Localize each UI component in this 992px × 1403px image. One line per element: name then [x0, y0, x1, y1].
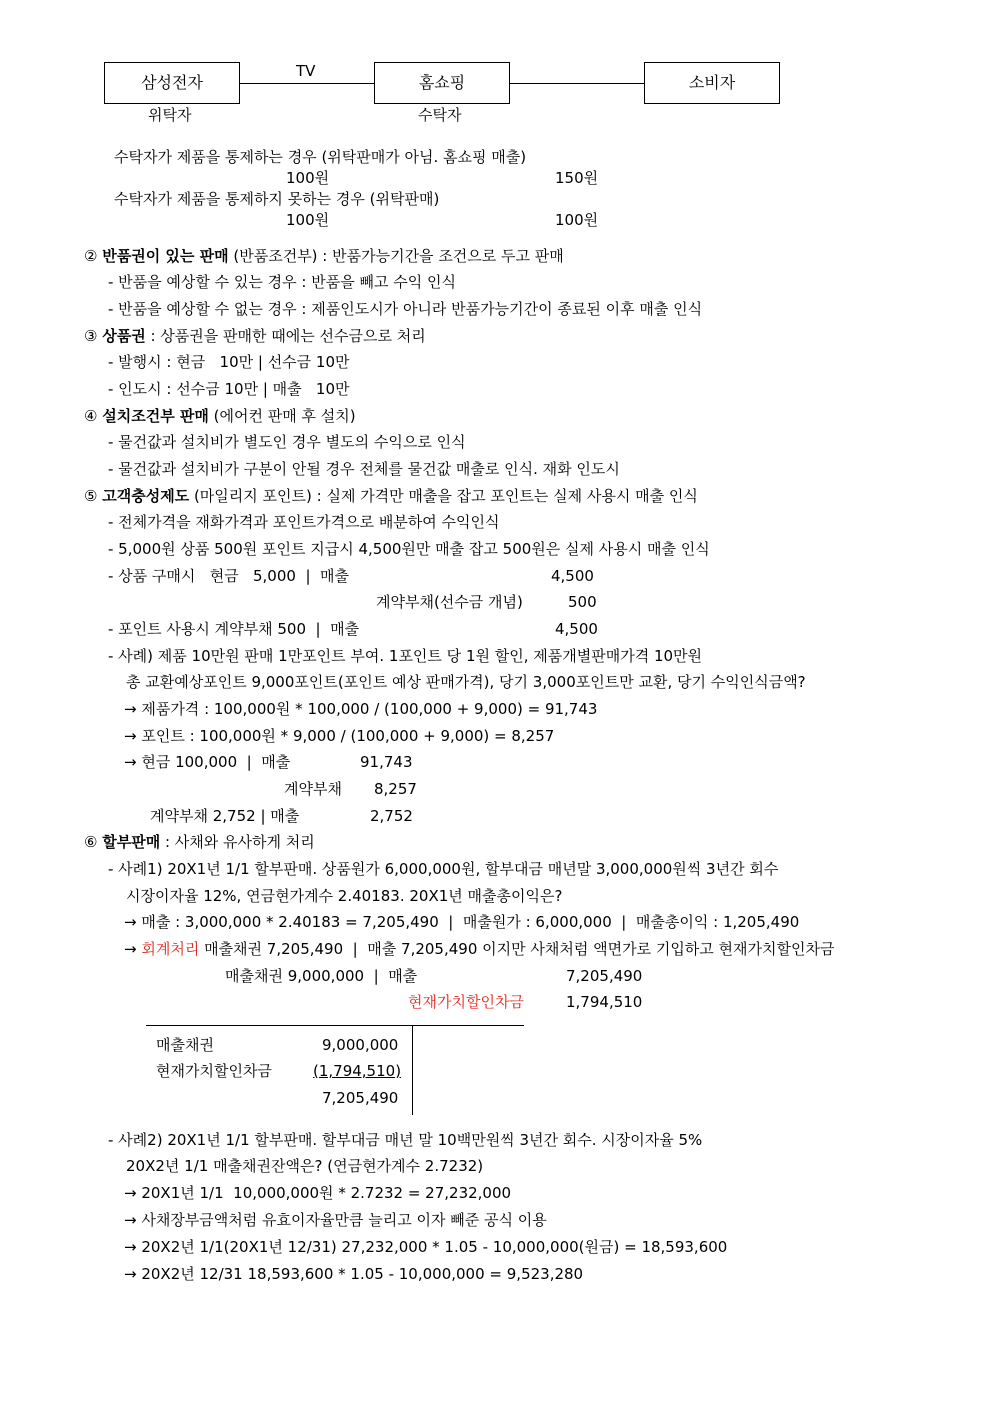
t-account-amount: (1,794,510): [313, 1062, 402, 1080]
calc-line: → 사채장부금액처럼 유효이자율만큼 늘리고 이자 빼준 공식 이용: [124, 1211, 547, 1229]
journal-entry-amount: 91,743: [360, 753, 413, 771]
t-account-amount: 9,000,000: [322, 1036, 399, 1054]
journal-entry-amount: 4,500: [551, 567, 594, 585]
consign-case1-b: 150원: [555, 169, 599, 187]
calc-line: → 20X2년 1/1(20X1년 12/31) 27,232,000 * 1.05 - 10,000,000(원금) = 18,593,600: [124, 1238, 728, 1256]
journal-entry-text: 매출채권 9,000,000 | 매출: [225, 967, 418, 985]
journal-entry-text: → 현금 100,000 | 매출: [124, 753, 291, 771]
t-account-divider: [412, 1025, 413, 1115]
calc-line: → 20X2년 12/31 18,593,600 * 1.05 - 10,000,000 = 9,523,280: [124, 1265, 584, 1283]
section-number: ⑤: [84, 487, 98, 505]
box-consignor: [104, 62, 240, 104]
section-desc: : 사채와 유사하게 처리: [160, 833, 315, 851]
calc-line: → 포인트 : 100,000원 * 9,000 / (100,000 + 9,000) = 8,257: [124, 727, 555, 745]
section-number: ③: [84, 327, 98, 345]
section-heading-giftcard: [84, 325, 426, 347]
journal-entry-text-highlight: 현재가치할인차금: [408, 993, 524, 1011]
journal-entry-amount: 4,500: [555, 620, 598, 638]
section-desc: (에어컨 판매 후 설치): [208, 407, 356, 425]
journal-entry-amount: 1,794,510: [566, 993, 643, 1011]
section-heading-returns: [84, 245, 564, 267]
role-consignee: 수탁자: [418, 106, 462, 124]
section-desc: : 상품권을 판매한 때에는 선수금으로 처리: [145, 327, 426, 345]
text-line: - 5,000원 상품 500원 포인트 지급시 4,500원만 매출 잡고 500원은 실제 사용시 매출 인식: [108, 540, 710, 558]
connector-line-2: [510, 83, 644, 84]
text-line: - 물건값과 설치비가 별도인 경우 별도의 수익으로 인식: [108, 433, 466, 451]
text-line: - 발행시 : 현금 10만 | 선수금 10만: [108, 353, 350, 371]
t-account-top-line: [146, 1025, 524, 1026]
journal-entry-amount: 500: [568, 593, 597, 611]
section-heading-installment: [84, 831, 315, 853]
calc-line: → 매출 : 3,000,000 * 2.40183 = 7,205,490 | 매출원가 : 6,000,000 | 매출총이익 : 1,205,490: [124, 913, 800, 931]
t-account-label: 매출채권: [156, 1036, 214, 1054]
box-consumer-label: 소비자: [688, 73, 736, 92]
consign-case2-b: 100원: [555, 211, 599, 229]
consign-case1: 수탁자가 제품을 통제하는 경우 (위탁판매가 아님. 홈쇼핑 매출): [114, 148, 527, 166]
journal-entry-text: - 상품 구매시 현금 5,000 | 매출: [108, 567, 350, 585]
text-line: - 반품을 예상할 수 없는 경우 : 제품인도시가 아니라 반품가능기간이 종료된 이후 매출 인식: [108, 300, 703, 318]
text-line: 20X2년 1/1 매출채권잔액은? (연금현가계수 2.7232): [126, 1157, 484, 1175]
calc-text: 매출채권 7,205,490 | 매출 7,205,490 이지만 사채처럼 액면가로 기입하고 현재가치할인차금: [199, 940, 835, 958]
section-heading-installation: [84, 405, 356, 427]
text-line: - 사례) 제품 10만원 판매 1만포인트 부여. 1포인트 당 1원 할인, 제품개별판매가격 10만원: [108, 647, 703, 665]
box-consignee: [374, 62, 510, 104]
edge-label: TV: [296, 62, 316, 80]
text-line: - 반품을 예상할 수 있는 경우 : 반품을 빼고 수익 인식: [108, 273, 456, 291]
section-title: 설치조건부 판매: [102, 407, 209, 425]
box-consumer: [644, 62, 780, 104]
calc-line: → 20X1년 1/1 10,000,000원 * 2.7232 = 27,232,000: [124, 1184, 512, 1202]
t-account-total: 7,205,490: [322, 1089, 399, 1107]
section-title: 상품권: [102, 327, 146, 345]
journal-entry-amount: 2,752: [370, 807, 413, 825]
journal-entry-text: 계약부채: [284, 780, 342, 798]
calc-line: → 제품가격 : 100,000원 * 100,000 / (100,000 + 9,000) = 91,743: [124, 700, 598, 718]
box-consignee-label: 홈쇼핑: [418, 73, 466, 92]
box-consignor-label: 삼성전자: [141, 73, 203, 92]
text-line: - 사례1) 20X1년 1/1 할부판매. 상품원가 6,000,000원, 할부대금 매년말 3,000,000원씩 3년간 회수: [108, 860, 779, 878]
calc-line: [124, 938, 834, 960]
t-account-label: 현재가치할인차금: [156, 1062, 272, 1080]
arrow: →: [124, 940, 142, 958]
section-title: 할부판매: [102, 833, 161, 851]
section-number: ⑥: [84, 833, 98, 851]
journal-entry-text: 계약부채(선수금 개념): [376, 593, 523, 611]
section-title: 반품권이 있는 판매: [102, 247, 229, 265]
text-line: - 전체가격을 재화가격과 포인트가격으로 배분하여 수익인식: [108, 513, 500, 531]
text-line: - 사례2) 20X1년 1/1 할부판매. 할부대금 매년 말 10백만원씩 3년간 회수. 시장이자율 5%: [108, 1131, 703, 1149]
text-line: - 물건값과 설치비가 구분이 안될 경우 전체를 물건값 매출로 인식. 재화 인도시: [108, 460, 620, 478]
journal-entry-text: 계약부채 2,752 | 매출: [150, 807, 300, 825]
section-title: 고객충성제도: [102, 487, 190, 505]
section-number: ②: [84, 247, 98, 265]
consign-case1-a: 100원: [286, 169, 330, 187]
section-number: ④: [84, 407, 98, 425]
consign-case2-a: 100원: [286, 211, 330, 229]
section-desc: (마일리지 포인트) : 실제 가격만 매출을 잡고 포인트는 실제 사용시 매출 인식: [189, 487, 698, 505]
text-line: 총 교환예상포인트 9,000포인트(포인트 예상 판매가격), 당기 3,000포인트만 교환, 당기 수익인식금액?: [126, 673, 806, 691]
role-consignor: 위탁자: [148, 106, 192, 124]
text-line: 시장이자율 12%, 연금현가계수 2.40183. 20X1년 매출총이익은?: [126, 887, 563, 905]
section-heading-loyalty: [84, 485, 698, 507]
connector-line-1: [240, 83, 374, 84]
journal-entry-amount: 8,257: [374, 780, 417, 798]
text-line: - 인도시 : 선수금 10만 | 매출 10만: [108, 380, 350, 398]
journal-entry-amount: 7,205,490: [566, 967, 643, 985]
section-desc: (반품조건부) : 반품가능기간을 조건으로 두고 판매: [228, 247, 564, 265]
consign-case2: 수탁자가 제품을 통제하지 못하는 경우 (위탁판매): [114, 190, 440, 208]
journal-entry-text: - 포인트 사용시 계약부채 500 | 매출: [108, 620, 360, 638]
highlight-text: 회계처리: [141, 940, 200, 958]
